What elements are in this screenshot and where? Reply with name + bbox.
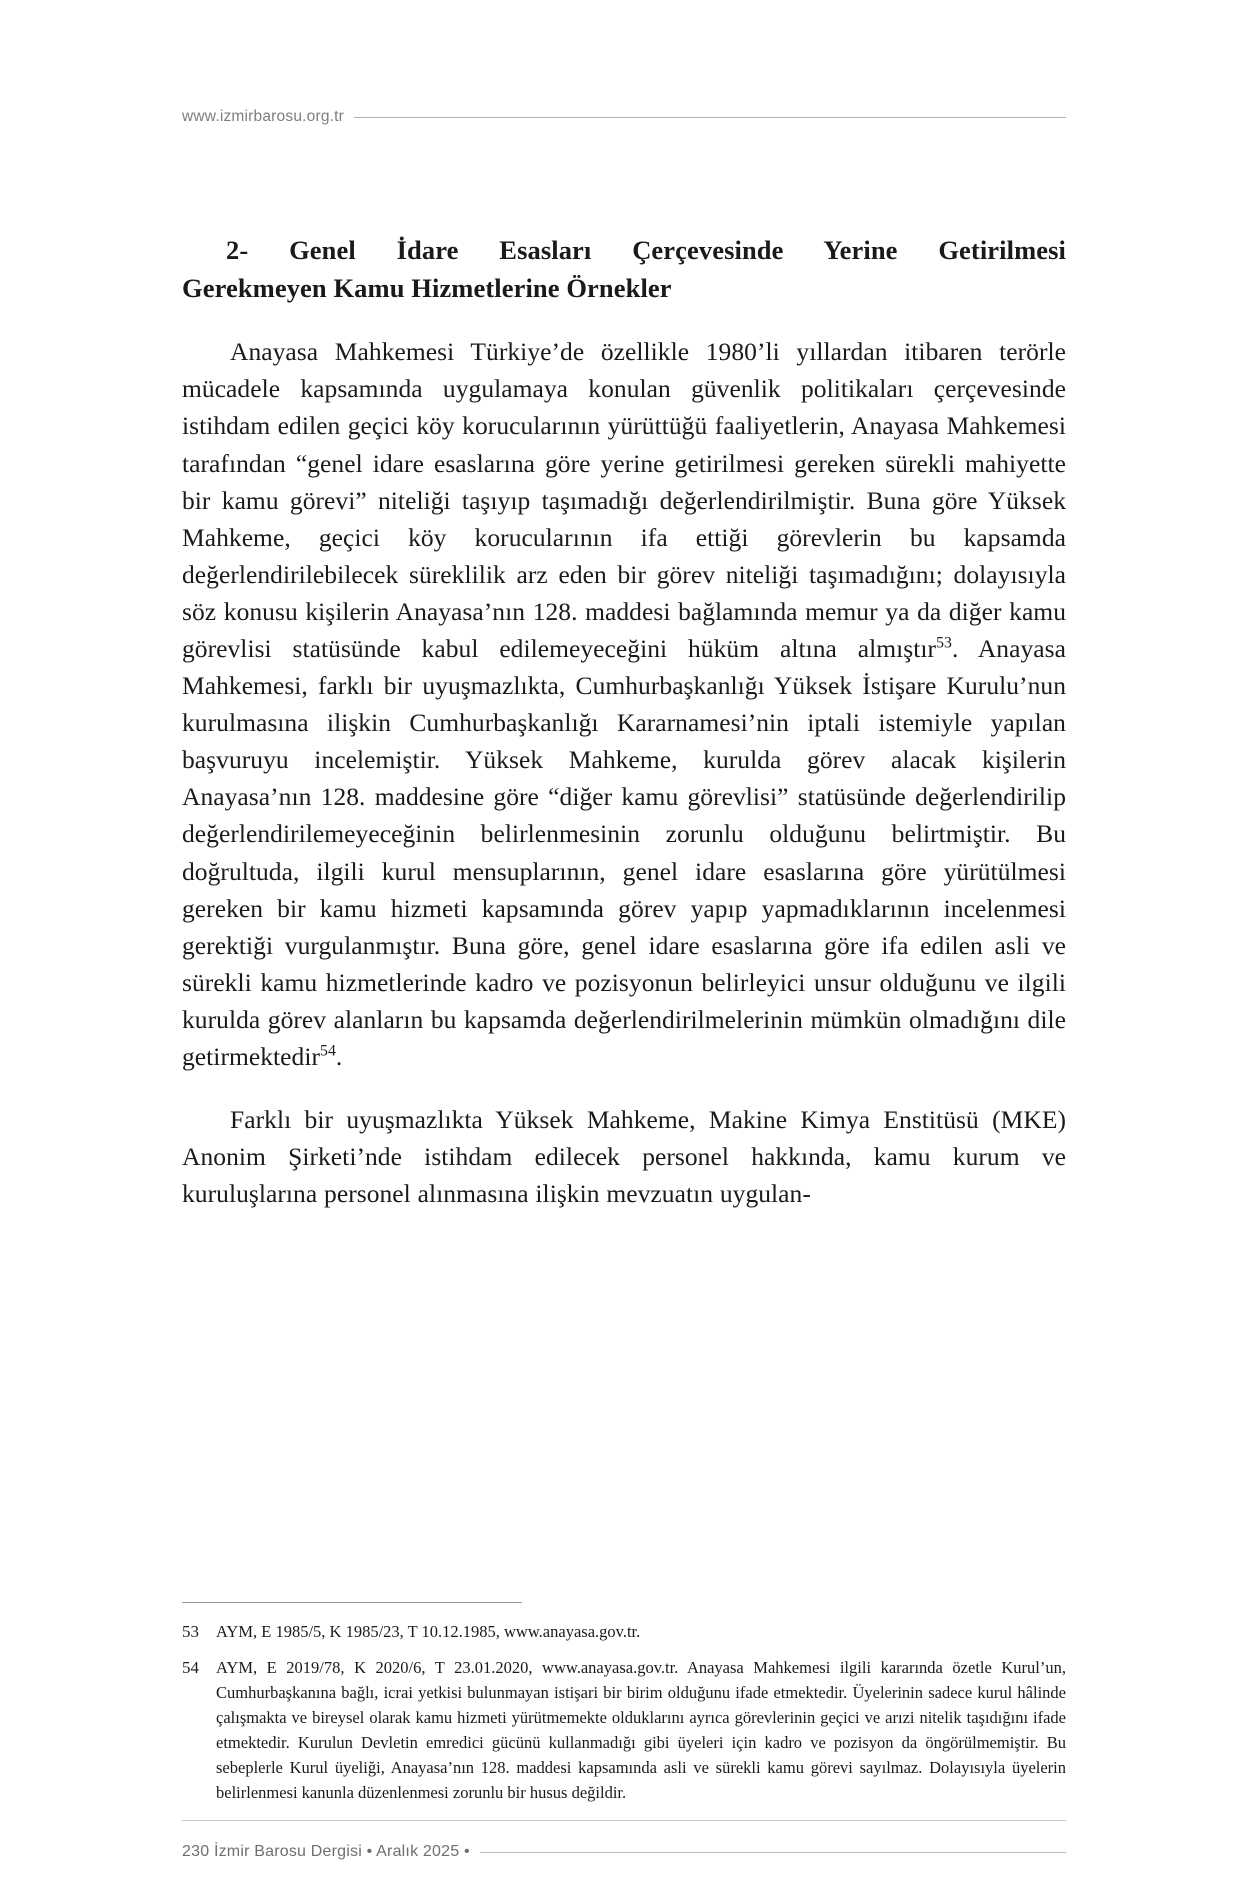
page-footer [182, 1843, 1066, 1861]
paragraph-1-text-end: . [335, 1042, 343, 1072]
footnotes-block [182, 1602, 1066, 1815]
section-heading-line-2: Gerekmeyen Kamu Hizmetlerine Örnekler [182, 272, 672, 303]
footer-divider-top [182, 1820, 1066, 1821]
footnote-ref-54[interactable]: 54 [320, 1042, 336, 1060]
header-divider [354, 117, 1066, 118]
footnote-separator [182, 1602, 522, 1603]
page-content [182, 232, 1066, 1212]
footnote-number-54: 54 [182, 1657, 199, 1677]
footnote-ref-53[interactable]: 53 [936, 634, 952, 652]
header-url: www.izmirbarosu.org.tr [182, 108, 345, 125]
footnote-item [182, 1619, 1066, 1645]
section-heading-line-1: 2- Genel İdare Esasları Çerçevesinde Yerine Getirilmesi [226, 235, 1066, 265]
footer-label: 230 İzmir Barosu Dergisi • Aralık 2025 • [182, 1843, 470, 1860]
footnote-text-54: AYM, E 2019/78, K 2020/6, T 23.01.2020, www.anayasa.gov.tr. Anayasa Mahkemesi ilgili kararında özetle Kurul’un, Cumhurbaşkanına bağlı, icrai yetkisi bulunmayan istişari bir birim olduğunu ifade etmektedir. Üyelerinin sadece kurul hâlinde çalışmakta ve bireysel olarak kamu hizmeti yürütmemekte olduklarını ayrıca görevlerinin geçici ve arızi nitelik taşıdığını ifade etmektedir. Kurulun Devletin emredici gücünü kullanmadığı gibi üyeleri için kadro ve pozisyon da öngörülmemiştir. Bu sebeplerle Kurul üyeliği, Anayasa’nın 128. maddesi kapsamında asli ve sürekli kamu görevi sayılmaz. Dolayısıyla üyelerin belirlenmesi kanunla düzenlenmesi zorunlu bir husus değildir. [216, 1657, 1066, 1803]
footnote-text-53: AYM, E 1985/5, K 1985/23, T 10.12.1985, www.anayasa.gov.tr. [216, 1622, 641, 1641]
paragraph-2: Farklı bir uyuşmazlıkta Yüksek Mahkeme, Makine Kimya Enstitüsü (MKE) Anonim Şirketi’nde istihdam edilecek personel hakkında, kamu kurum ve kuruluşlarına personel alınmasına ilişkin mevzuatın uygulan- [182, 1105, 1066, 1209]
footnote-number-53: 53 [182, 1622, 199, 1641]
page-header [182, 108, 1066, 126]
footnote-item [182, 1655, 1066, 1805]
paragraph-1 [182, 333, 1066, 1075]
section-heading [182, 232, 1066, 307]
paragraph-1-text: Anayasa Mahkemesi Türkiye’de özellikle 1980’li yıllardan itibaren terörle mücadele kapsamında uygulamaya konulan güvenlik politikaları çerçevesinde istihdam edilen geçici köy korucularının yürüttüğü faaliyetlerin, Anayasa Mahkemesi tarafından “genel idare esaslarına göre yerine getirilmesi gereken sürekli mahiyette bir kamu görevi” niteliği taşıyıp taşımadığı değerlendirilmiştir. Buna göre Yüksek Mahkeme, geçici köy korucularının ifa ettiği görevlerin bu kapsamda değerlendirilebilecek süreklilik arz eden bir görev niteliği taşımadığını; dolayısıyla söz konusu kişilerin Anayasa’nın 128. maddesi bağlamında memur ya da diğer kamu görevlisi statüsünde kabul edilemeyeceğini hüküm altına almıştır [182, 337, 1066, 663]
paragraph-1-text-after: . Anayasa Mahkemesi, farklı bir uyuşmazlıkta, Cumhurbaşkanlığı Yüksek İstişare Kurulu’nun kurulmasına ilişkin Cumhurbaşkanlığı Kararnamesi’nin iptali istemiyle yapılan başvuruyu incelemiştir. Yüksek Mahkeme, kurulda görev alacak kişilerin Anayasa’nın 128. maddesine göre “diğer kamu görevlisi” statüsünde değerlendirilip değerlendirilemeyeceğinin belirlenmesinin zorunlu olduğunu belirtmiştir. Bu doğrultuda, ilgili kurul mensuplarının, genel idare esaslarına göre yürütülmesi gereken bir kamu hizmeti kapsamında görev yapıp yapmadıklarının incelenmesi gerektiği vurgulanmıştır. Buna göre, genel idare esaslarına göre ifa edilen asli ve sürekli kamu hizmetlerinde kadro ve pozisyonun belirleyici unsur olduğunu ve ilgili kurulda görev alanların bu kapsamda değerlendirilmelerinin mümkün olmadığını dile getirmektedir [182, 634, 1066, 1072]
footer-divider [480, 1852, 1066, 1853]
